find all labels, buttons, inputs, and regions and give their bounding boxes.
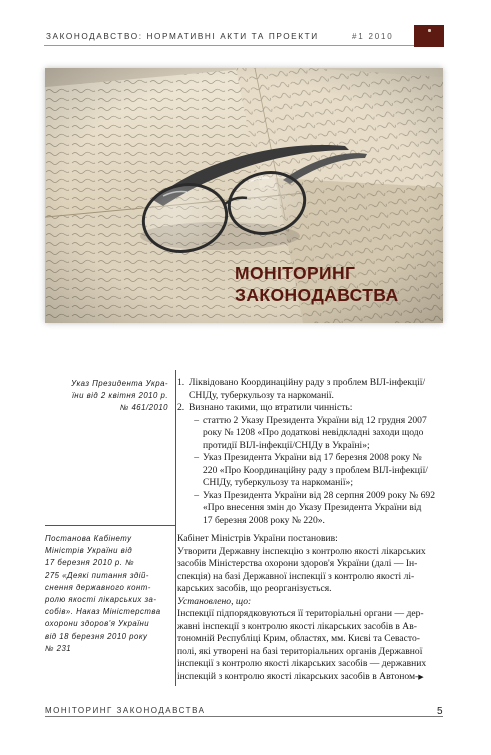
text-line: протидії ВІЛ-інфекції/СНІДу в Україні»;	[203, 439, 370, 451]
caption-line: охорони здоров'я України	[45, 619, 150, 629]
text-line: Указ Президента України від 28 серпня 2009 року № 692	[203, 489, 435, 501]
text-line: СНІДу, туберкульозу та наркоманії»;	[203, 477, 354, 488]
page-header	[0, 0, 491, 50]
dash-bullet: –	[194, 414, 199, 426]
footer-label: МОНІТОРИНГ ЗАКОНОДАВСТВА	[45, 706, 206, 715]
sub-list-item	[177, 452, 445, 490]
text-line: Установлено, що:	[177, 595, 252, 607]
text-line: інспекції з контролю якості лікарських засобів — державних	[177, 658, 427, 669]
caption-divider	[45, 525, 176, 526]
text-line: СНІДу, туберкульозу та наркоманії.	[189, 389, 334, 401]
issue-number: #1 2010	[352, 32, 394, 41]
dash-bullet: –	[194, 452, 199, 463]
text-line: інспекцій з контролю якості лікарських засобів в Автоном-	[177, 670, 419, 682]
column-divider	[175, 370, 176, 686]
caption-line: 275 «Деякі питання здій-	[45, 570, 149, 580]
text-line: 17 березня 2008 року № 220».	[203, 514, 325, 526]
caption-line: від 18 березня 2010 року	[45, 631, 148, 641]
act1-caption	[45, 378, 168, 415]
text-line: полі, які утворені на базі територіальних органів Державної	[177, 645, 423, 657]
continue-arrow-icon: ▶	[418, 672, 424, 681]
hero-title-line2: ЗАКОНОДАВСТВА	[235, 285, 399, 305]
list-item	[177, 402, 445, 415]
sub-list-item	[177, 490, 445, 528]
header-color-block	[414, 25, 444, 47]
text-line: Кабінет Міністрів України постановив:	[177, 533, 338, 544]
text-line: Утворити Державну інспекцію з контролю якості лікарських	[177, 545, 426, 557]
caption-line: 17 березня 2010 р. №	[45, 558, 135, 568]
text-line: жавні інспекції з контролю якості лікарських засобів в Ав-	[177, 620, 417, 632]
text-line: 220 «Про Координаційну раду з проблем ВІЛ-інфекції/	[203, 464, 428, 476]
footer-rule	[45, 716, 443, 717]
text-line: спекція) на базі Державної інспекції з контролю якості лі-	[177, 570, 415, 582]
text-line: року № 1208 «Про додаткові невідкладні заходи щодо	[203, 427, 424, 438]
list-number: 2.	[177, 402, 185, 413]
text-line: «Про внесення змін до Указу Президента України від	[203, 502, 422, 513]
caption-line: № 461/2010	[119, 403, 168, 413]
text-line: тономній Республіці Крим, областях, мм. Києві та Севасто-	[177, 633, 420, 644]
act2-body	[177, 533, 445, 683]
hero-image	[45, 68, 443, 323]
dash-bullet: –	[194, 489, 199, 501]
act1-body	[177, 377, 445, 527]
section-title: ЗАКОНОДАВСТВО: НОРМАТИВНІ АКТИ ТА ПРОЕКТИ	[46, 32, 319, 41]
text-line: Указ Президента України від 17 березня 2008 року №	[203, 452, 422, 463]
caption-line: їни від 2 квітня 2010 р.	[72, 391, 168, 401]
sub-list-item	[177, 415, 445, 453]
text-line: Ліквідовано Координаційну раду з проблем ВІЛ-інфекції/	[189, 377, 426, 388]
hero-title-line1: МОНІТОРИНГ	[235, 263, 356, 283]
hero-title	[235, 262, 399, 306]
header-rule	[44, 45, 415, 46]
list-number: 1.	[177, 377, 185, 388]
text-line: засобів Міністерства охорони здоров'я України (далі — Ін-	[177, 558, 418, 569]
caption-line: № 231	[45, 643, 72, 653]
page-number: 5	[437, 706, 443, 717]
caption-line: ролю якості лікарських за-	[45, 595, 157, 605]
text-line: статтю 2 Указу Президента України від 12 грудня 2007	[203, 414, 427, 426]
list-item	[177, 377, 445, 402]
caption-line: Указ Президента Укра-	[71, 379, 168, 388]
text-line: Визнано такими, що втратили чинність:	[189, 402, 353, 413]
text-line: карських засобів, що реорганізується.	[177, 583, 332, 594]
caption-line: Постанова Кабінету	[45, 534, 132, 543]
act2-caption	[45, 533, 168, 655]
caption-line: собів». Наказ Міністерства	[45, 607, 161, 617]
text-line: Інспекції підпорядковуються її територіальні органи — дер-	[177, 608, 424, 619]
caption-line: снення державного конт-	[45, 582, 151, 592]
caption-line: Міністрів України від	[45, 546, 133, 556]
